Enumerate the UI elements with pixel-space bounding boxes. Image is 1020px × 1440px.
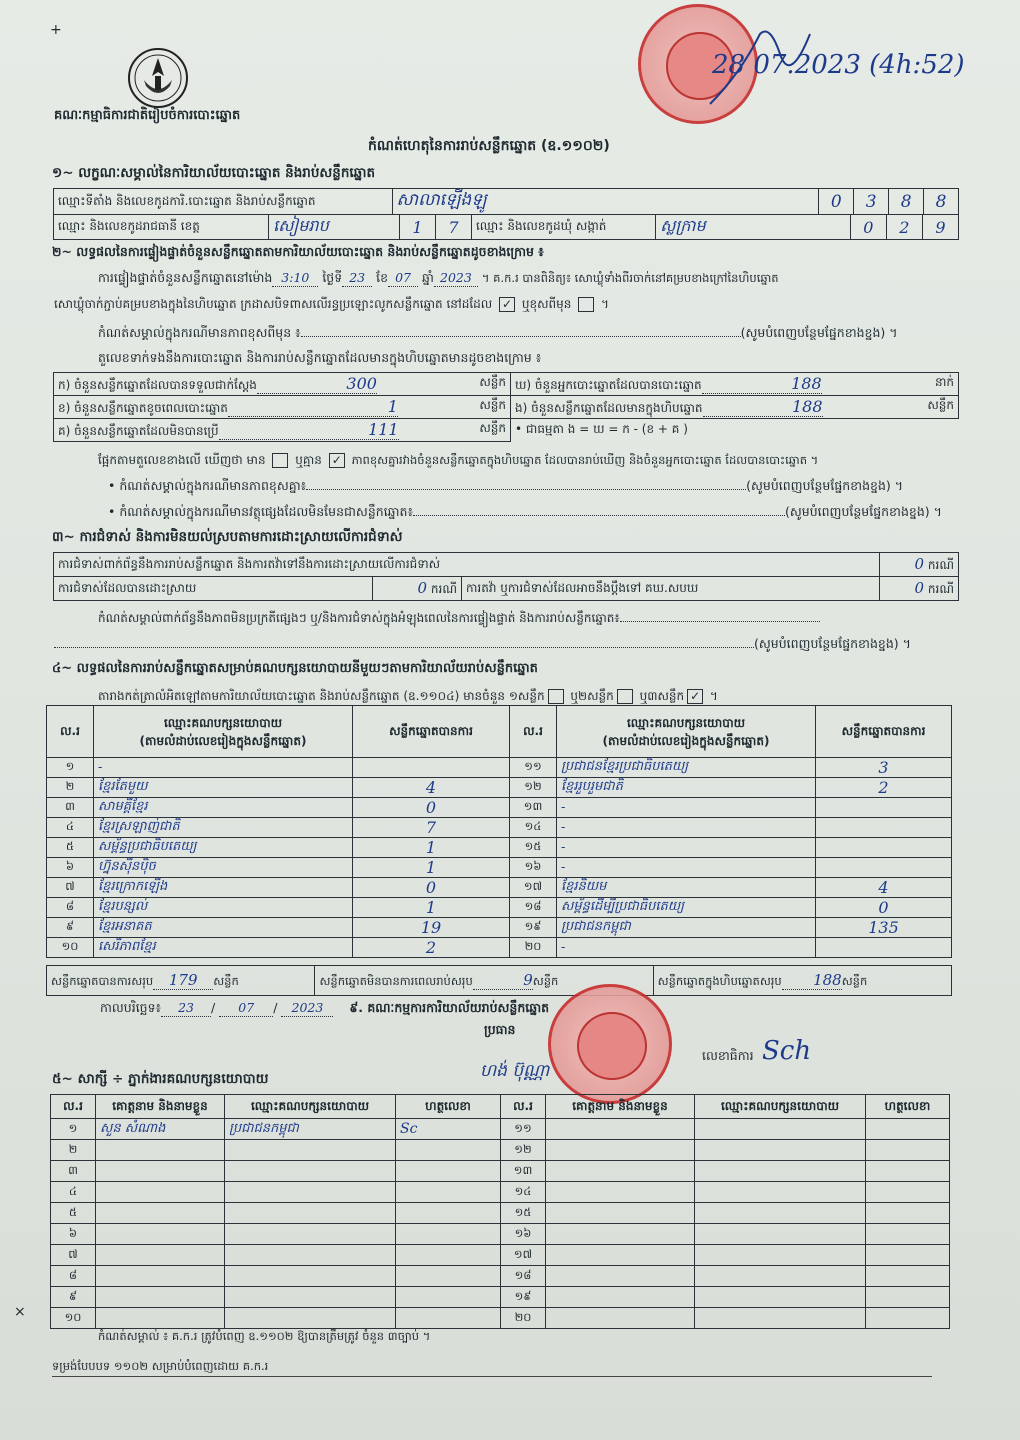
witness-signature [866,1182,950,1203]
committee-stamp [548,984,672,1104]
party-name: - [557,838,816,858]
result-row [47,878,952,898]
row-no: ១០ [51,1308,96,1329]
vote-count: 19 [353,918,510,938]
vote-count [353,758,510,778]
vote-count [816,938,952,958]
province-label: ឈ្មោះ និងលេខកូដរាជធានី ខេត្ត [54,215,269,240]
result-row [47,778,952,798]
row-no: ១៥ [501,1203,546,1224]
witness-signature [396,1140,501,1161]
total-valid-label: សន្លឹកឆ្នោតបានការសរុប [51,973,154,988]
party-name: - [557,858,816,878]
witness-party [695,1224,866,1245]
witness-party [695,1161,866,1182]
commune-digit: 2 [886,215,922,240]
secretary-label: លេខាធិការ [702,1048,754,1063]
row-no: ៣ [47,798,94,818]
section5-footnote: កំណត់សម្គាល់ ៖ គ.ក.រ ត្រូវបំពេញ ឧ.១១០២ ឱ្យបានត្រឹមត្រូវ ចំនួន ៣ច្បាប់ ។ [98,1329,431,1343]
row-no: ២ [47,778,94,798]
witness-signature [396,1308,501,1329]
count-ngo-value: 188 [703,397,823,417]
witness-row [51,1245,950,1266]
witness-signature [866,1203,950,1224]
witness-party [225,1203,396,1224]
discrepancy-line: ផ្អែកតាមតួលេខខាងលើ ឃើញថា មាន ឬគ្មាន ✓ ភាពខុសគ្នារវាងចំនួនសន្លឹកឆ្នោតក្នុងហិបឆ្នោត ដែលបានរាប់ឃើញ និងចំនួនអ្នកបោះឆ្នោត ដែលបានបោះឆ្នោត ។ [98,453,819,467]
witness-party [695,1308,866,1329]
witness-name [546,1203,695,1224]
total-invalid-label: សន្លឹកឆ្នោតមិនបានការពេលរាប់សរុប [319,973,473,988]
stamp-signature-icon [700,14,820,114]
difference-note-line: កំណត់សម្គាល់ក្នុងករណីមានភាពខុសពីមុន ៖ (សូមបំពេញបន្ថែមផ្នែកខាងខ្នង) ។ [98,325,898,340]
row-no: ១៣ [501,1161,546,1182]
vote-count: 0 [816,898,952,918]
witness-row [51,1266,950,1287]
location-digit: 8 [924,189,959,215]
secretary-signature: Sch [762,1036,812,1066]
party-name: - [557,798,816,818]
row-no: ១២ [501,1140,546,1161]
count-ngo-label: ង) ចំនួនសន្លឹកឆ្នោតដែលមានក្នុងហិបឆ្នោត [515,400,703,415]
vote-count: 4 [353,778,510,798]
witness-party: ប្រជាជនកម្ពុជា [225,1119,396,1140]
witness-party [225,1182,396,1203]
party-name: - [94,758,353,778]
location-digit: 8 [889,189,924,215]
total-valid-value: 179 [153,971,213,990]
row-no: ៧ [51,1245,96,1266]
row-no: ៧ [47,878,94,898]
witness-name [96,1224,225,1245]
party-name: ហ្វ៊ុនស៊ីនប៉ិច [94,858,353,878]
row-no: ៣ [51,1161,96,1182]
row-no: ១៦ [501,1224,546,1245]
witness-party [225,1140,396,1161]
vote-count: 2 [816,778,952,798]
witness-name [546,1182,695,1203]
party-name: ខ្មែរក្រោកឡើង [94,878,353,898]
witness-signature [866,1119,950,1140]
party-name: សាមគ្គីខ្មែរ [94,798,353,818]
vote-count: 7 [353,818,510,838]
chair-label: ប្រធាន [484,1022,516,1037]
witness-signature [866,1245,950,1266]
witness-name [96,1287,225,1308]
witness-signature [866,1287,950,1308]
no-difference-checkbox[interactable]: ✓ [329,453,345,468]
witness-name [546,1308,695,1329]
corner-mark: + [50,22,62,38]
party-name: សេរីភាពខ្មែរ [94,938,353,958]
witness-name [546,1245,695,1266]
witness-row [51,1119,950,1140]
party-name: - [557,818,816,838]
irregularity-note: កំណត់សម្គាល់ពាក់ព័ន្ធនឹងភាពមិនប្រក្រតីផ្សេងៗ ឬ/និងការជំទាស់ក្នុងអំឡុងពេលនៃការផ្ទៀងផ្ទាត់ និងការរាប់សន្លឹកឆ្នោត៖ [98,610,820,626]
witness-party [695,1182,866,1203]
row-no: ១៧ [501,1245,546,1266]
vote-count [816,838,952,858]
party-name: សម្ព័ន្ធដើម្បីប្រជាធិបតេយ្យ [557,898,816,918]
witness-signature [866,1161,950,1182]
witness-party [695,1140,866,1161]
commune-digit: 9 [922,215,958,240]
witness-signature [866,1224,950,1245]
one-sheet-checkbox[interactable] [548,689,564,704]
witness-party [695,1266,866,1287]
witness-name [96,1203,225,1224]
row-no: ៨ [47,898,94,918]
changed-checkbox[interactable] [578,297,594,312]
witness-name [546,1287,695,1308]
witness-name [96,1245,225,1266]
row-no: ៦ [51,1224,96,1245]
col-no: ល.រ [51,1095,96,1119]
result-row [47,898,952,918]
vote-count: 135 [816,918,952,938]
col-sign: ហត្ថលេខា [866,1095,950,1119]
witness-name: សួន សំណាង [96,1119,225,1140]
results-totals: សន្លឹកឆ្នោតបានការសរុប 179 សន្លឹក សន្លឹកឆ្នោតមិនបានការពេលរាប់សរុប 9សន្លឹក សន្លឹកឆ្នោតក្នុងហិបឆ្នោតសរុប 188សន្លឹក [46,965,952,996]
col-party: ឈ្មោះគណបក្សនយោបាយ [225,1095,396,1119]
row-no: ១៩ [510,918,557,938]
row-no: ២០ [510,938,557,958]
witness-row [51,1287,950,1308]
col-party: ឈ្មោះគណបក្សនយោបាយ [695,1095,866,1119]
witness-name [546,1224,695,1245]
section5-heading: ៥~ សាក្សី ÷ ភ្នាក់ងារគណបក្សនយោបាយ [52,1071,269,1087]
count-kho-value: 188 [702,374,822,394]
col-votes: សន្លឹកឆ្នោតបានការ [816,706,952,758]
detail-sheet-line: តារាងកត់ត្រាលំអិតឡៅតាមការិយាល័យបោះឆ្នោត និងរាប់សន្លឹកឆ្នោត (ឧ.១១០៤) មានចំនួន ១សន្លឹក ឬ២សន្លឹក ឬ៣សន្លឹក ✓ ។ [98,689,718,703]
witness-table [50,1094,950,1329]
col-party: ឈ្មោះគណបក្សនយោបាយ (តាមលំដាប់លេខរៀងក្នុងសន្លឹកឆ្នោត) [557,706,816,758]
row-no: ៦ [47,858,94,878]
col-name: គោត្តនាម និងនាមខ្លួន [96,1095,225,1119]
row-no: ៩ [51,1287,96,1308]
witness-name [96,1161,225,1182]
count-kho-label: ឃ) ចំនួនអ្នកបោះឆ្នោតដែលបានបោះឆ្នោត [515,377,702,392]
vote-count: 4 [816,878,952,898]
party-name: សម្ព័ន្ធប្រជាធិបតេយ្យ [94,838,353,858]
vote-count: 1 [353,838,510,858]
row-no: ១១ [501,1119,546,1140]
witness-row [51,1203,950,1224]
row-no: ១៣ [510,798,557,818]
result-row [47,838,952,858]
witness-signature [866,1266,950,1287]
margin-mark: × [14,1304,26,1320]
total-box-value: 188 [782,971,842,990]
row-no: ២០ [501,1308,546,1329]
counts-table: ក) ចំនួនសន្លឹកឆ្នោតដែលបានទទួលជាក់ស្តែង 300 សន្លឹក ឃ) ចំនួនអ្នកបោះឆ្នោតដែលបានបោះឆ្នោត 188 នាក់ ខ) ចំនួនសន្លឹកឆ្នោតខូចពេលបោះឆ្នោត 1 សន្លឹក ង) ចំនួនសន្លឹកឆ្នោតដែលមានក្នុងហិបឆ្នោត 188 សន្លឹក គ) ចំនួនសន្លឹកឆ្នោតដែលមិនបានប្រើ 111 សន្លឹក • ជាធម្មតា ង = ឃ = ក - (ខ + គ ) [53,372,959,442]
witness-name [546,1119,695,1140]
total-box-label: សន្លឹកឆ្នោតក្នុងហិបឆ្នោតសរុប [657,973,782,988]
irregularity-note-line2: (សូមបំពេញបន្ថែមផ្នែកខាងខ្នង) ។ [54,636,911,652]
witness-name [96,1182,225,1203]
objection-appeal-label: ការតវ៉ា ឬការជំទាស់ដែលអាចនឹងប្តឹងទៅ គឃ.សបឃ [462,577,880,601]
row-no: ១០ [47,938,94,958]
bullet-foreign-object: • កំណត់សម្គាល់ក្នុងករណីមានវត្ថុផ្សេងដែលមិនមែនជាសន្លឹកឆ្នោត៖ (សូមបំពេញបន្ថែមផ្នែកខាងខ្នង) ។ [108,504,942,519]
col-sign: ហត្ថលេខា [396,1095,501,1119]
party-name: ខ្មែររួបរួមជាតិ [557,778,816,798]
count-ko-value: 111 [219,420,399,440]
party-name: ខ្មែរស្រឡាញ់ជាតិ [94,818,353,838]
witness-signature [396,1266,501,1287]
witness-row [51,1224,950,1245]
form-title: កំណត់ហេតុនៃការរាប់សន្លឹកឆ្នោត (ឧ.១១០២) [368,138,610,154]
row-no: ១៧ [510,878,557,898]
witness-signature [396,1224,501,1245]
row-no: ១៤ [501,1182,546,1203]
three-sheets-checkbox[interactable]: ✓ [687,689,703,704]
location-value: សាលាឡើងឡូ [392,189,819,215]
unchanged-checkbox[interactable]: ✓ [499,297,515,312]
party-name: ខ្មែរបន្សល់ [94,898,353,918]
formula: • ជាធម្មតា ង = ឃ = ក - (ខ + គ ) [515,422,688,437]
witness-name [96,1266,225,1287]
count-ko-label: គ) ចំនួនសន្លឹកឆ្នោតដែលមិនបានប្រើ [58,423,219,438]
commune-label: ឈ្មោះ និងលេខកូដឃុំ សង្កាត់ [471,215,655,240]
section3-heading: ៣~ ការជំទាស់ និងការមិនយល់ស្របតាមការដោះស្រាយលើការជំទាស់ [52,529,403,545]
row-no: ១ [51,1119,96,1140]
witness-party [695,1203,866,1224]
witness-name [96,1308,225,1329]
location-digit: 3 [854,189,889,215]
col-name: គោត្តនាម និងនាមខ្លួន [546,1095,695,1119]
vote-count: 3 [816,758,952,778]
witness-signature [396,1161,501,1182]
witness-row [51,1182,950,1203]
vote-count: 1 [353,898,510,918]
province-value: សៀមរាប [269,215,400,240]
vote-count: 0 [353,878,510,898]
vote-count [816,858,952,878]
committee-name: គណៈកម្មាធិការជាតិរៀបចំការបោះឆ្នោត [54,108,241,123]
row-no: ១៤ [510,818,557,838]
row-no: ២ [51,1140,96,1161]
location-label: ឈ្មោះទីតាំង និងលេខកូដការិ.បោះឆ្នោត និងរាប់សន្លឹកឆ្នោត [54,189,393,215]
section1-heading: ១~ លក្ខណៈសម្គាល់នៃការិយាល័យបោះឆ្នោត និងរាប់សន្លឹកឆ្នោត [52,165,376,181]
count-ka-label: ក) ចំនួនសន្លឹកឆ្នោតដែលបានទទួលជាក់ស្តែង [58,377,257,392]
witness-signature: Sc [396,1119,501,1140]
result-row [47,818,952,838]
count-ka-value: 300 [257,374,377,394]
vote-count [816,818,952,838]
form-footer: ទម្រង់បែបបទ ១១០២ សម្រាប់បំពេញដោយ គ.ក.រ [52,1358,932,1377]
witness-party [225,1161,396,1182]
count-kha-label: ខ) ចំនួនសន្លឹកឆ្នោតខូចពេលបោះឆ្នោត [58,400,228,415]
results-table [46,705,952,958]
witness-party [225,1266,396,1287]
verification-line-2: សោឃ្លុំចាក់ភ្ជាប់គម្របខាងក្នុងនៃហិបឆ្នោត ក្រដាសបិទពាសលើរន្ធប្រឡោះលូកសន្លឹកឆ្នោត នៅដដែល ✓ ឬខុសពីមុន ។ [54,297,609,311]
party-name: ខ្មែរតែមួយ [94,778,353,798]
witness-signature [396,1182,501,1203]
bullet-difference: • កំណត់សម្គាល់ក្នុងករណីមានភាពខុសគ្នា៖ (សូមបំពេញបន្ថែមផ្នែកខាងខ្នង) ។ [108,478,903,493]
party-name: ប្រជាជនកម្ពុជា [557,918,816,938]
objection-table: ការជំទាស់ពាក់ព័ន្ធនឹងការរាប់សន្លឹកឆ្នោត និងការតវ៉ាទៅនឹងការដោះស្រាយលើការជំទាស់ 0 ករណី ការជំទាស់ដែលបានដោះស្រាយ 0 ករណី ការតវ៉ា ឬការជំទាស់ដែលអាចនឹងប្តឹងទៅ គឃ.សបឃ 0 ករណី [53,552,959,601]
witness-name [546,1266,695,1287]
witness-signature [866,1140,950,1161]
commune-digit: 0 [850,215,886,240]
objection-resolved-label: ការជំទាស់ដែលបានដោះស្រាយ [54,577,373,601]
witness-name [546,1140,695,1161]
row-no: ១៩ [501,1287,546,1308]
witness-party [225,1287,396,1308]
row-no: ៨ [51,1266,96,1287]
result-row [47,758,952,778]
row-no: ១៦ [510,858,557,878]
row-no: ១៨ [501,1266,546,1287]
vote-count: 1 [353,858,510,878]
count-kha-value: 1 [228,397,398,417]
two-sheets-checkbox[interactable] [617,689,633,704]
row-no: ១២ [510,778,557,798]
result-row [47,858,952,878]
has-difference-checkbox[interactable] [272,453,288,468]
witness-name [546,1161,695,1182]
row-no: ៤ [47,818,94,838]
row-no: ១៨ [510,898,557,918]
witness-party [225,1245,396,1266]
location-digit: 0 [819,189,854,215]
section4-heading: ៤~ លទ្ធផលនៃការរាប់សន្លឹកឆ្នោតសម្រាប់គណបក្សនយោបាយនីមួយៗតាមការិយាល័យរាប់សន្លឹកឆ្នោត [52,661,538,676]
row-no: ១៥ [510,838,557,858]
col-votes: សន្លឹកឆ្នោតបានការ [353,706,510,758]
commune-value: ស្លក្រាម [656,215,851,240]
vote-count [816,798,952,818]
party-name: ខ្មែរអនាគត [94,918,353,938]
section1-table-row2 [53,214,959,240]
row-no: ៥ [47,838,94,858]
province-digit: 7 [435,215,471,240]
total-invalid-value: 9 [473,971,533,990]
vote-count: 2 [353,938,510,958]
witness-party [695,1245,866,1266]
col-party: ឈ្មោះគណបក្សនយោបាយ (តាមលំដាប់លេខរៀងក្នុងសន្លឹកឆ្នោត) [94,706,353,758]
col-no: ល.រ [510,706,557,758]
section1-table [53,188,959,215]
objection-row1-label: ការជំទាស់ពាក់ព័ន្ធនឹងការរាប់សន្លឹកឆ្នោត និងការតវ៉ាទៅនឹងការដោះស្រាយលើការជំទាស់ [54,553,880,577]
stamp-date-handwriting: 28 07.2023 (4h:52) [712,50,965,80]
witness-signature [396,1245,501,1266]
verification-line-1: ការផ្ទៀងផ្ទាត់ចំនួនសន្លឹកឆ្នោតនៅម៉ោង 3:10 ថ្ងៃទី 23 ខែ 07 ឆ្នាំ 2023 ។ គ.ក.រ បានពិនិត្យ៖ សោឃ្លុំទាំងពីរចាក់នៅគម្របខាងក្រៅនៃហិបឆ្នោត [98,270,779,285]
result-row [47,798,952,818]
province-digit: 1 [399,215,435,240]
row-no: ១១ [510,758,557,778]
witness-name [96,1140,225,1161]
vote-count: 0 [353,798,510,818]
col-no: ល.រ [501,1095,546,1119]
witness-signature [396,1287,501,1308]
witness-signature [396,1203,501,1224]
witness-party [695,1119,866,1140]
witness-signature [866,1308,950,1329]
date-line: កាលបរិច្ឆេទ៖ 23 / 07 / 2023 ៩. គណៈកម្មការការិយាល័យរាប់សន្លឹកឆ្នោត [100,1000,550,1015]
row-no: ៩ [47,918,94,938]
result-row [47,938,952,958]
row-no: ៤ [51,1182,96,1203]
section2-heading: ២~ លទ្ធផលនៃការផ្ទៀងផ្ទាត់ចំនួនសន្លឹកឆ្នោតតាមការិយាល័យបោះឆ្នោត និងរាប់សន្លឹកឆ្នោតដូចខាងក្រោម ៖ [52,244,544,259]
witness-party [695,1287,866,1308]
witness-party [225,1308,396,1329]
nec-emblem-icon [126,46,190,110]
witness-row [51,1140,950,1161]
col-no: ល.រ [47,706,94,758]
witness-row [51,1308,950,1329]
witness-party [225,1224,396,1245]
party-name: ខ្មែរនិយម [557,878,816,898]
party-name: ប្រជាជនខ្មែរប្រជាធិបតេយ្យ [557,758,816,778]
chair-name: ហង់ ប៊ុណ្ណា [480,1061,550,1081]
party-name: - [557,938,816,958]
row-no: ១ [47,758,94,778]
row-no: ៥ [51,1203,96,1224]
result-row [47,918,952,938]
counts-intro: តួលេខទាក់ទងនឹងការបោះឆ្នោត និងការរាប់សន្លឹកឆ្នោតដែលមានក្នុងហិបឆ្នោតមានដូចខាងក្រោម ៖ [98,350,542,365]
witness-row [51,1161,950,1182]
